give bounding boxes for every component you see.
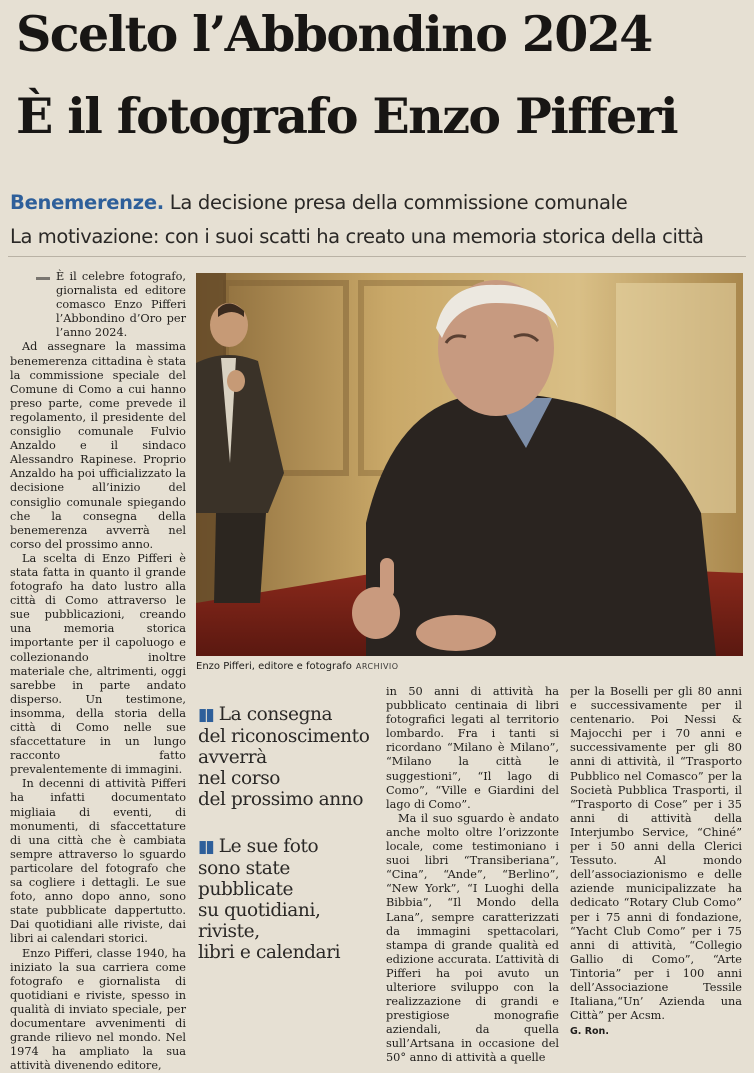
article-paragraph: In decenni di attività Pifferi ha infatti documentato migliaia di eventi, di monumenti, di sfaccettature di una città che è cambiata sempre attraverso lo sguardo particolare del fotografo che sa cogliere i dettagli. Le sue foto, anno dopo anno, sono state pubblicate dappertutto. Dai quotidiani alle riviste, dai libri ai calendari storici. <box>10 777 186 946</box>
pullquote-line: su quotidiani, riviste, <box>198 900 378 942</box>
pullquote-line: La consegna <box>219 704 332 725</box>
pullquote-line: pubblicate <box>198 879 378 900</box>
pullquote-line: nel corso <box>198 768 374 789</box>
photo-illustration <box>196 273 743 656</box>
article-column-1 <box>10 270 186 1020</box>
article-column-3 <box>386 685 559 1020</box>
article-column-4 <box>570 685 742 1020</box>
headline-line-2: È il fotografo Enzo Pifferi <box>16 88 741 144</box>
pullquote-line: avverrà <box>198 747 374 768</box>
photo-source: ARCHIVIO <box>356 662 399 671</box>
article-paragraph: Ad assegnare la massima benemerenza cittadina è stata la commissione speciale del Comune di Como a cui hanno preso parte, come prevede il regolamento, il presidente del consiglio comunale Fulvio Anzaldo e il sindaco Alessandro Rapinese. Proprio Anzaldo ha poi ufficializzato la decisione all’inizio del consiglio comunale spiegando che la consegna della benemerenza avverrà nel corso del prossimo anno. <box>10 340 186 551</box>
pullquote-1 <box>198 704 374 810</box>
divider <box>8 256 746 257</box>
pullquote-mark: ▮▮ <box>198 705 213 725</box>
pullquote-line: del prossimo anno <box>198 789 374 810</box>
photo <box>196 273 743 656</box>
pullquote-line: Le sue foto <box>219 836 319 857</box>
subhead-line-1 <box>10 191 745 214</box>
subhead-text-1: La decisione presa della commissione comunale <box>170 191 628 214</box>
article-paragraph: Enzo Pifferi, classe 1940, ha iniziato la sua carriera come fotografo e giornalista di quotidiani e riviste, spesso in qualità di inviato speciale, per documentare avvenimenti di grande rilievo nel mondo. Nel 1974 ha ampliato la sua attività divenendo editore, <box>10 947 186 1073</box>
headline-line-1: Scelto l’Abbondino 2024 <box>16 6 741 62</box>
article-paragraph: per la Boselli per gli 80 anni e successivamente per il centenario. Poi Nessi & Majocchi per i 70 anni e successivamente per gli 80 anni di attività, il “Trasporto Pubblico nel Comasco” per la Società Pubblica Trasporti, il “Trasporto di Cose” per i 35 anni di attività della Interjumbo Service, “Chiné” per i 50 anni della Clerici Tessuto. Al mondo dell’associazionismo e delle aziende municipalizzate ha dedicato “Rotary Club Como” per i 75 anni di fondazione, “Yacht Club Como” per i 75 anni di attività, “Collegio Gallio di Como”, “Arte Tintoria” per i 100 anni dell’Associazione Tessile Italiana,“Un’ Azienda una Città” per Acsm. <box>570 685 742 1023</box>
photo-caption-text: Enzo Pifferi, editore e fotografo <box>196 661 352 672</box>
pullquote-line: libri e calendari <box>198 942 378 963</box>
article-paragraph: È il celebre fotografo, giornalista ed editore comasco Enzo Pifferi l’Abbondino d’Oro per l’anno 2024. <box>10 270 186 340</box>
subhead-line-2: La motivazione: con i suoi scatti ha creato una memoria storica della città <box>10 225 745 248</box>
article-paragraph: Ma il suo sguardo è andato anche molto oltre l’orizzonte locale, come testimoniano i suoi libri “Transiberiana”, “Cina”, “Ande”, “Berlino”, “New York”, “I Luoghi della Bibbia”, “Il Mondo della Lana”, sempre caratterizzati da immagini spettacolari, stampa di grande qualità ed edizione accurata. L’attività di Pifferi ha poi avuto un ulteriore sviluppo con la realizzazione di grandi e prestigiose monografie aziendali, da quella sull’Artsana in occasione del 50° anno di attività a quelle <box>386 812 559 1066</box>
article-signature: G. Ron. <box>570 1025 742 1039</box>
subhead-kicker: Benemerenze. <box>10 191 164 214</box>
photo-caption <box>196 661 399 672</box>
pullquote-line: del riconoscimento <box>198 726 374 747</box>
pullquote-line: sono state <box>198 858 378 879</box>
article-paragraph: in 50 anni di attività ha pubblicato centinaia di libri fotografici legati al territorio lombardo. Fra i tanti si ricordano “Milano è Milano”, “Milano la città le suggestioni”, “Il lago di Como”, “Ville e Giardini del lago di Como”. <box>386 685 559 812</box>
pullquote-mark: ▮▮ <box>198 837 213 857</box>
pullquote-2 <box>198 836 378 963</box>
article-paragraph: La scelta di Enzo Pifferi è stata fatta in quanto il grande fotografo ha dato lustro alla città di Como attraverso le sue pubblicazioni, creando una memoria storica importante per il capoluogo e collezionando inoltre materiale che, altrimenti, oggi sarebbe in parte andato disperso. Un testimone, insomma, della storia della città di Como nelle sue sfaccettature in un lungo racconto fatto prevalentemente di immagini. <box>10 552 186 778</box>
